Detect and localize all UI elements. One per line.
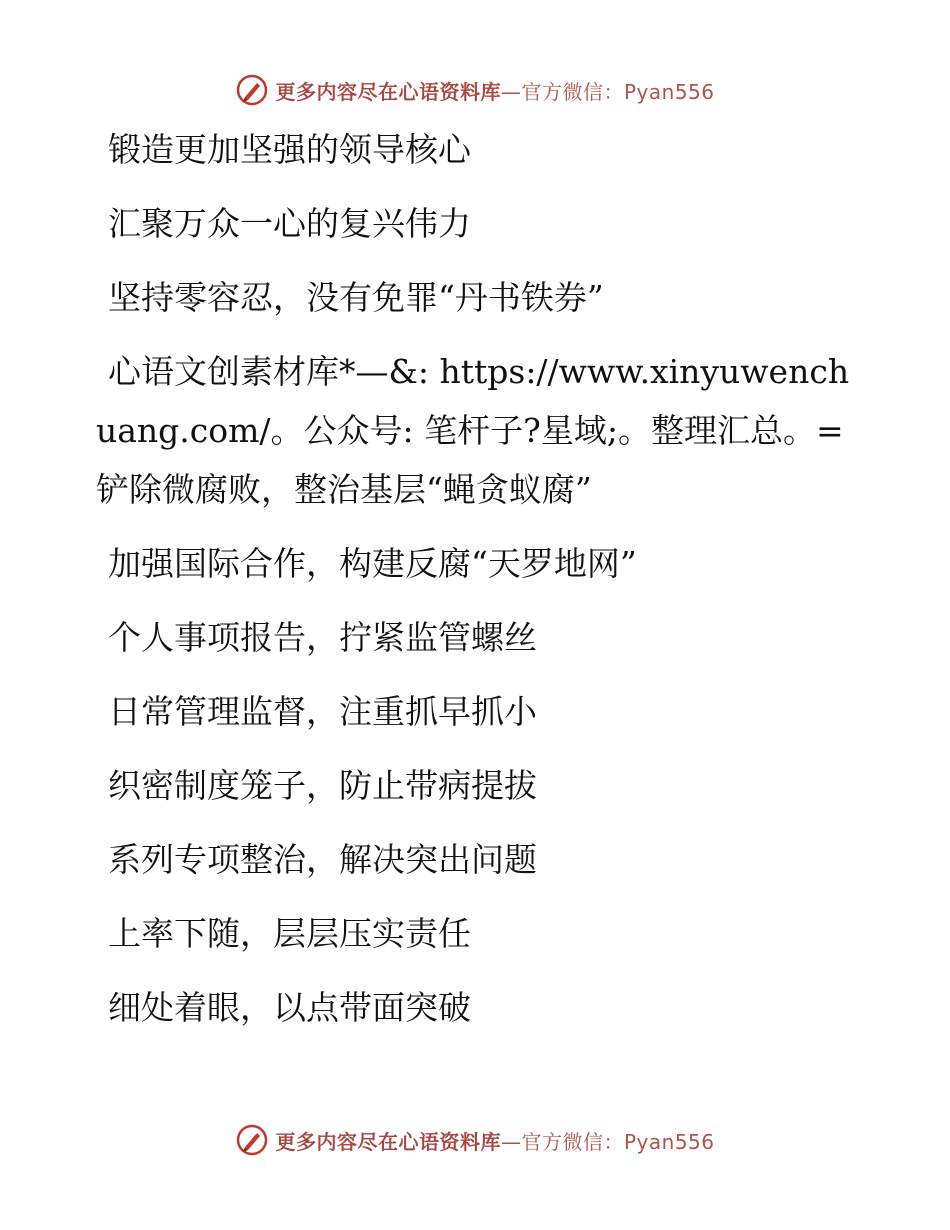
- text-line: 个人事项报告，拧紧监管螺丝: [108, 618, 537, 657]
- text-line: 织密制度笼子，防止带病提拔: [108, 766, 537, 805]
- document-body: [96, 120, 876, 1052]
- text-line: 汇聚万众一心的复兴伟力: [108, 204, 471, 243]
- text-line: 坚持零容忍，没有免罪“丹书铁券”: [108, 278, 604, 317]
- text-paragraph: 心语文创素材库*—&: https://www.xinyuwenchuang.com/。公众号: 笔杆子?星域;。整理汇总。=铲除微腐败，整治基层“蝇贪蚁腐”: [96, 352, 850, 509]
- text-line: 系列专项整治，解决突出问题: [108, 840, 537, 879]
- text-line: 加强国际合作，构建反腐“天罗地网”: [108, 544, 637, 583]
- text-line: 上率下随，层层压实责任: [108, 914, 471, 953]
- header-watermark: [0, 70, 950, 110]
- text-line: 日常管理监督，注重抓早抓小: [108, 692, 537, 731]
- pen-logo-icon: [235, 73, 269, 107]
- footer-watermark: [0, 1120, 950, 1160]
- watermark-text: 更多内容尽在心语资料库—官方微信：Pyan556: [275, 1129, 715, 1154]
- watermark-text: 更多内容尽在心语资料库—官方微信：Pyan556: [275, 79, 715, 104]
- pen-logo-icon: [235, 1123, 269, 1157]
- text-line: 细处着眼，以点带面突破: [108, 988, 471, 1027]
- text-line: 锻造更加坚强的领导核心: [108, 130, 471, 169]
